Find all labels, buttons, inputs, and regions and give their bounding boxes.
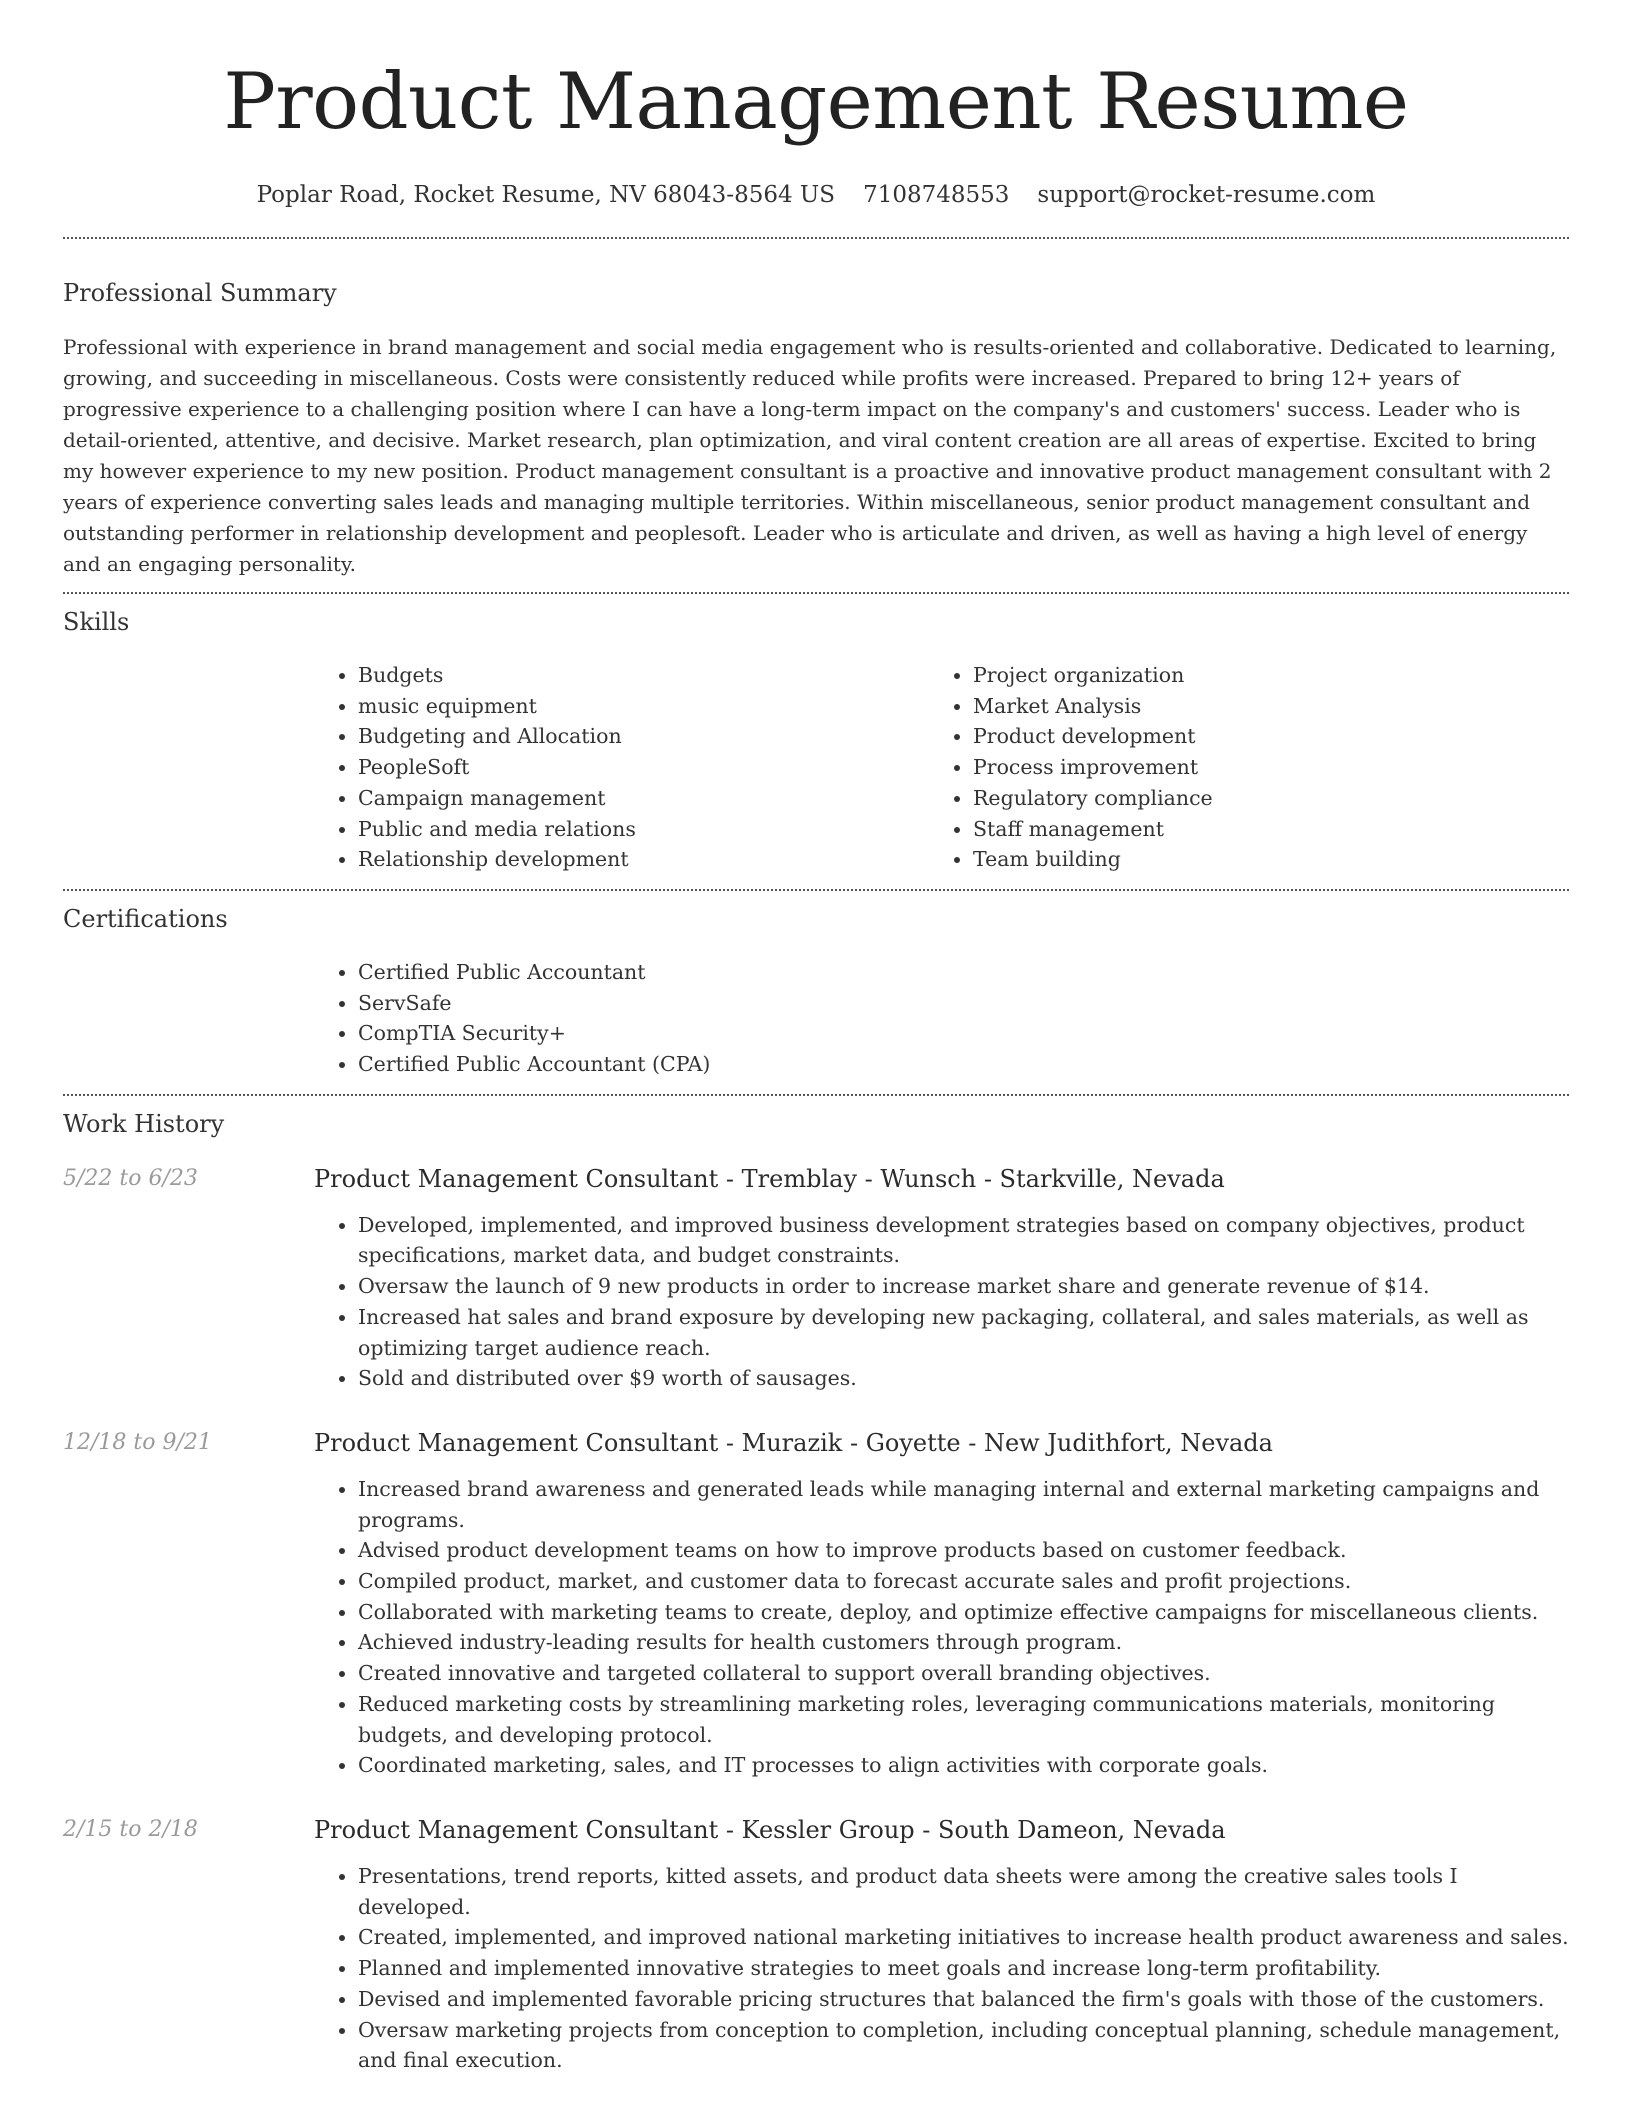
job-title: Product Management Consultant - Kessler Group - South Dameon, Nevada [314, 1815, 1226, 1844]
job-bullet: • Oversaw marketing projects from conception to completion, including conceptual planning, schedule management, and final execution. [358, 2015, 1569, 2076]
job-details [314, 1162, 1569, 1394]
summary-heading: Professional Summary [63, 279, 337, 307]
job-date: 12/18 to 9/21 [63, 1429, 212, 1455]
job-title: Product Management Consultant - Tremblay - Wunsch - Starkville, Nevada [314, 1164, 1225, 1193]
job-bullet: • Presentations, trend reports, kitted assets, and product data sheets were among the creative sales tools I developed. [358, 1861, 1569, 1922]
job-bullet: • Oversaw the launch of 9 new products in order to increase market share and generate revenue of $14. [358, 1271, 1569, 1302]
skill-item: • Team building [973, 844, 1544, 875]
job-bullets [314, 1210, 1569, 1394]
skill-item: • music equipment [358, 691, 929, 722]
skills-list-left [314, 660, 929, 875]
job-bullet: • Collaborated with marketing teams to create, deploy, and optimize effective campaigns for miscellaneous clients. [358, 1597, 1569, 1628]
job-bullet: • Planned and implemented innovative strategies to meet goals and increase long-term profitability. [358, 1953, 1569, 1984]
job-bullet: • Devised and implemented favorable pricing structures that balanced the firm's goals with those of the customers. [358, 1984, 1569, 2015]
job-details [314, 1426, 1569, 1781]
skill-item: • Budgeting and Allocation [358, 721, 929, 752]
job-bullet: • Reduced marketing costs by streamlining marketing roles, leveraging communications materials, monitoring budgets, and developing protocol. [358, 1689, 1569, 1750]
certifications-section [63, 891, 1569, 1094]
skill-item: • Product development [973, 721, 1544, 752]
work-history-heading: Work History [63, 1109, 225, 1138]
certification-item: • Certified Public Accountant (CPA) [358, 1049, 1569, 1080]
skill-item: • Staff management [973, 814, 1544, 845]
job-bullet: • Increased hat sales and brand exposure by developing new packaging, collateral, and sales materials, as well as optimizing target audience reach. [358, 1302, 1569, 1363]
certification-item: • ServSafe [358, 988, 1569, 1019]
skill-item: • Public and media relations [358, 814, 929, 845]
skill-item: • Regulatory compliance [973, 783, 1544, 814]
certifications-heading: Certifications [63, 904, 228, 933]
resume-title: Product Management Resume [223, 57, 1409, 147]
contact-phone: 7108748553 [863, 182, 1010, 208]
job-bullet: • Created innovative and targeted collateral to support overall branding objectives. [358, 1658, 1569, 1689]
job-bullets [314, 1861, 1569, 2076]
skill-item: • Project organization [973, 660, 1544, 691]
job-bullet: • Sold and distributed over $9 worth of sausages. [358, 1363, 1569, 1394]
contact-line [63, 180, 1569, 210]
job-bullet: • Achieved industry-leading results for health customers through program. [358, 1627, 1569, 1658]
job-title: Product Management Consultant - Murazik - Goyette - New Judithfort, Nevada [314, 1428, 1273, 1457]
skill-item: • Market Analysis [973, 691, 1544, 722]
job-bullet: • Coordinated marketing, sales, and IT processes to align activities with corporate goals. [358, 1750, 1569, 1781]
job-entry [63, 1162, 1569, 1394]
job-entry [63, 1813, 1569, 2076]
skills-section [63, 594, 1569, 889]
certification-item: • Certified Public Accountant [358, 957, 1569, 988]
job-date: 5/22 to 6/23 [63, 1165, 198, 1191]
work-history-section [63, 1096, 1569, 2076]
skill-item: • Budgets [358, 660, 929, 691]
skills-columns [314, 660, 1569, 875]
skill-item: • Process improvement [973, 752, 1544, 783]
jobs-container [63, 1162, 1569, 2076]
skills-column-left [314, 660, 929, 875]
job-bullets [314, 1474, 1569, 1781]
skills-list-right [929, 660, 1544, 875]
job-bullet: • Advised product development teams on how to improve products based on customer feedback. [358, 1535, 1569, 1566]
job-entry [63, 1426, 1569, 1781]
summary-section [63, 239, 1569, 592]
certifications-list [314, 957, 1569, 1080]
skill-item: • Campaign management [358, 783, 929, 814]
skill-item: • PeopleSoft [358, 752, 929, 783]
certification-item: • CompTIA Security+ [358, 1018, 1569, 1049]
job-details [314, 1813, 1569, 2076]
job-bullet: • Increased brand awareness and generated leads while managing internal and external marketing campaigns and programs. [358, 1474, 1569, 1535]
contact-address: Poplar Road, Rocket Resume, NV 68043-8564 US [256, 182, 836, 208]
skill-item: • Relationship development [358, 844, 929, 875]
job-date: 2/15 to 2/18 [63, 1816, 198, 1842]
job-bullet: • Compiled product, market, and customer data to forecast accurate sales and profit projections. [358, 1566, 1569, 1597]
skills-heading: Skills [63, 608, 130, 636]
job-bullet: • Created, implemented, and improved national marketing initiatives to increase health product awareness and sales. [358, 1922, 1569, 1953]
job-bullet: • Developed, implemented, and improved business development strategies based on company objectives, product specifications, market data, and budget constraints. [358, 1210, 1569, 1271]
skills-column-right [929, 660, 1544, 875]
contact-email: support@rocket-resume.com [1037, 182, 1376, 208]
summary-text: Professional with experience in brand management and social media engagement who is results-oriented and collaborative. Dedicated to learning, growing, and succeeding in miscellaneous. Costs were consistently reduced while profits were increased. Prepared to bring 12+ years of progressive experience to a challenging position where I can have a long-term impact on the company's and customers' success. Leader who is detail-oriented, attentive, and decisive. Market research, plan optimization, and viral content creation are all areas of expertise. Excited to bring my however experience to my new position. Product management consultant is a proactive and innovative product management consultant with 2 years of experience converting sales leads and managing multiple territories. Within miscellaneous, senior product management consultant and outstanding performer in relationship development and peoplesoft. Leader who is articulate and driven, as well as having a high level of energy and an engaging personality. [63, 335, 1557, 576]
